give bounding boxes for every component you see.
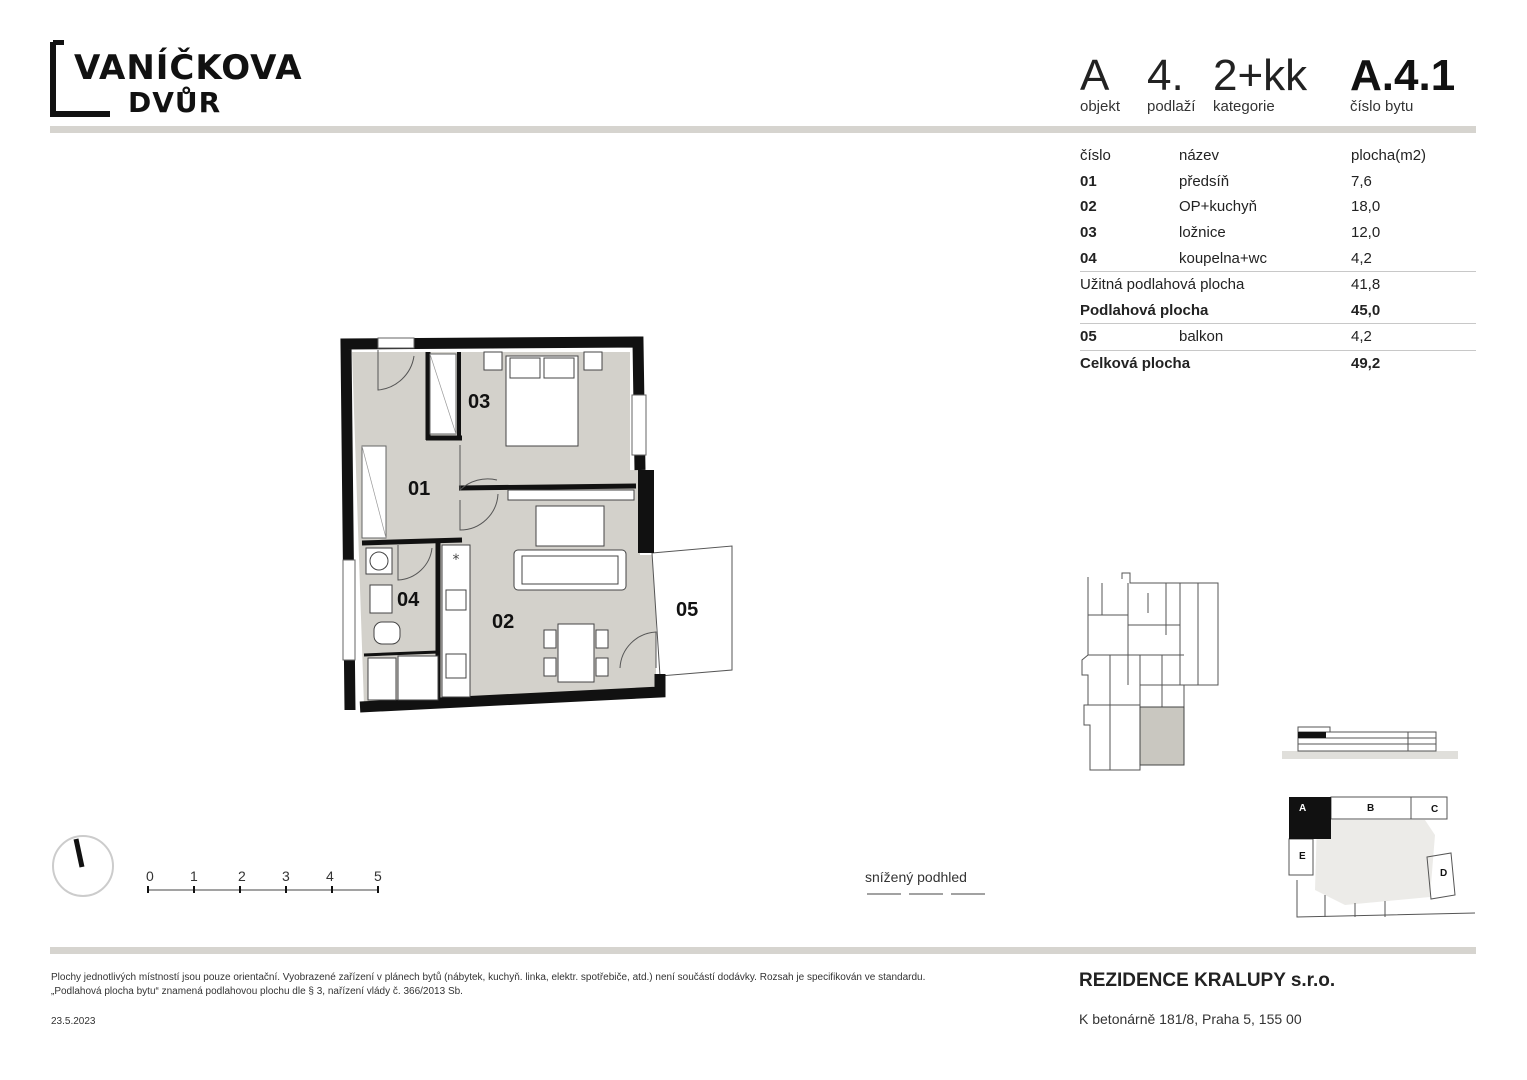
scale-bar <box>144 868 384 898</box>
podlazi-value: 4. <box>1147 51 1184 100</box>
objekt-label: objekt <box>1080 98 1121 115</box>
scale-tick-label: 3 <box>282 868 290 884</box>
table-row-total <box>1080 350 1476 376</box>
table-row-floor <box>1080 298 1476 324</box>
row-label: Celková plocha <box>1080 350 1351 376</box>
room-label-04: 04 <box>397 589 420 611</box>
tv-unit <box>508 490 634 500</box>
logo <box>50 40 303 120</box>
row-num: 02 <box>1080 198 1097 216</box>
table-row <box>1080 220 1476 246</box>
window-left <box>343 560 355 660</box>
shower <box>368 658 396 700</box>
header-plocha-col: plocha(m2) <box>1351 147 1427 165</box>
row-name: ložnice <box>1179 224 1226 242</box>
site-block-a <box>1289 797 1331 839</box>
row-area: 18,0 <box>1351 198 1381 216</box>
room-label-05: 05 <box>676 599 699 621</box>
scale-tick-label: 1 <box>190 868 198 884</box>
row-name: OP+kuchyň <box>1179 198 1257 216</box>
cislo-value: A.4.1 <box>1350 51 1456 100</box>
logo-line2: DVŮR <box>128 86 222 119</box>
row-name: předsíň <box>1179 172 1230 190</box>
utility <box>398 656 438 700</box>
site-label-e: E <box>1299 851 1306 862</box>
header-kategorie <box>1213 51 1308 115</box>
top-rule <box>50 126 1476 133</box>
legend-label: snížený podhled <box>865 869 967 885</box>
building-key-plan <box>1080 565 1225 775</box>
header-podlazi <box>1147 51 1196 115</box>
company-name: REZIDENCE KRALUPY s.r.o. <box>1079 970 1336 991</box>
row-area: 12,0 <box>1351 224 1381 242</box>
kategorie-value: 2+kk <box>1213 51 1308 100</box>
row-area: 49,2 <box>1351 350 1476 376</box>
table-row <box>1080 194 1476 220</box>
room-label-02: 02 <box>492 611 515 633</box>
podlazi-label: podlaží <box>1147 98 1196 115</box>
row-label: Užitná podlahová plocha <box>1080 271 1351 297</box>
building-section <box>1280 725 1460 761</box>
row-num: 01 <box>1080 172 1097 190</box>
footer-note-2: „Podlahová plocha bytu“ znamená podlahovou plochu dle § 3, nařízení vlády č. 366/2013 Sb. <box>51 986 463 997</box>
dashed-line-icon <box>865 890 995 898</box>
scale-tick-label: 0 <box>146 868 154 884</box>
header-cislo <box>1350 51 1456 115</box>
row-num: 03 <box>1080 224 1097 242</box>
table-row-usable <box>1080 271 1476 297</box>
dining-table <box>558 624 594 682</box>
room-label-03: 03 <box>468 391 491 413</box>
row-label: Podlahová plocha <box>1080 301 1209 319</box>
room-table <box>1080 143 1476 376</box>
legend-lowered-ceiling <box>865 869 995 903</box>
row-area: 41,8 <box>1351 271 1476 297</box>
window-top <box>378 338 414 348</box>
north-arrow-icon <box>50 833 116 899</box>
table-header-row <box>1080 143 1476 169</box>
row-name: balkon <box>1179 324 1351 351</box>
table-row <box>1080 245 1476 271</box>
header-objekt <box>1080 51 1121 115</box>
toilet <box>374 622 400 644</box>
row-num: 05 <box>1080 324 1179 351</box>
room-label-01: 01 <box>408 478 431 500</box>
scale-tick-label: 5 <box>374 868 382 884</box>
site-label-b: B <box>1367 803 1375 814</box>
svg-text:*: * <box>452 552 460 568</box>
coffee-table <box>536 506 604 546</box>
footer-note-1: Plochy jednotlivých místností jsou pouze orientační. Vyobrazené zařízení v plánech bytů (nábytek, kuchyň. linka, elektr. spotřebiče, atd.) není součástí dodávky. Rozsah je specifikován ve standardu. <box>51 972 926 983</box>
row-area: 4,2 <box>1351 324 1476 351</box>
highlighted-unit <box>1140 707 1184 765</box>
row-num: 04 <box>1080 249 1097 267</box>
bottom-rule <box>50 947 1476 954</box>
logo-line1: VANÍČKOVA <box>74 48 303 88</box>
row-area: 7,6 <box>1351 172 1372 190</box>
row-name: koupelna+wc <box>1179 249 1267 267</box>
site-plan <box>1285 795 1475 925</box>
highlighted-floor <box>1298 732 1326 738</box>
table-row <box>1080 324 1476 351</box>
window-right <box>632 395 646 455</box>
row-area: 4,2 <box>1351 249 1372 267</box>
row-area: 45,0 <box>1351 301 1381 319</box>
site-label-d: D <box>1440 868 1448 879</box>
header-nazev-col: název <box>1179 147 1220 165</box>
floor-plan <box>330 330 750 725</box>
objekt-value: A <box>1080 51 1110 100</box>
site-label-c: C <box>1431 804 1439 815</box>
cislo-label: číslo bytu <box>1350 98 1414 115</box>
scale-tick-label: 2 <box>238 868 246 884</box>
sink <box>370 585 392 613</box>
kategorie-label: kategorie <box>1213 98 1275 115</box>
table-row <box>1080 169 1476 195</box>
scale-tick-label: 4 <box>326 868 334 884</box>
company-address: K betonárně 181/8, Praha 5, 155 00 <box>1079 1011 1302 1027</box>
footer-date: 23.5.2023 <box>51 1016 96 1027</box>
site-label-a: A <box>1299 803 1307 814</box>
header-cislo-col: číslo <box>1080 147 1111 165</box>
